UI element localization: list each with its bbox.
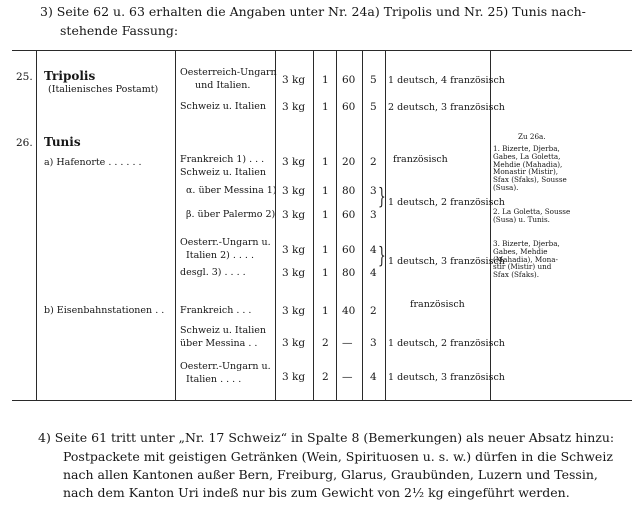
remark-1 (493, 145, 567, 192)
col-b-cell: 80 (342, 185, 356, 197)
intro-line-1: 3) Seite 62 u. 63 erhalten die Angaben unter Nr. 24a) Tripolis und Nr. 25) Tunis nach- (40, 4, 586, 19)
weight-cell: 3 kg (282, 244, 306, 256)
route-text: Oesterreich-Ungarn (180, 67, 277, 78)
footer-line-2: Postpackete mit geistigen Getränken (Wein, Spirituosen u. s. w.) dürfen in die Schweiz (63, 449, 613, 464)
col-c-cell: 3 (370, 337, 377, 349)
route-text: und Italien. (195, 80, 251, 91)
route-text: Oesterr.-Ungarn u. (180, 237, 271, 248)
intro-line-2: stehende Fassung: (60, 23, 179, 38)
footer-line-3: nach allen Kantonen außer Bern, Freiburg, Glarus, Graubünden, Luzern und Tessin, (63, 467, 598, 482)
remark-line: (Mahadia), Mona- (493, 254, 558, 264)
remark-line: 2. La Goletta, Sousse (493, 207, 571, 216)
spec-cell: 1 deutsch, 2 französisch (388, 338, 505, 349)
spec-cell: 1 deutsch, 3 französisch (388, 256, 505, 267)
col-c-cell: 4 (370, 267, 377, 279)
col-c-cell: 2 (370, 305, 377, 317)
footer-line-1: 4) Seite 61 tritt unter „Nr. 17 Schweiz“ in Spalte 8 (Bemerkungen) als neuer Absatz hinzu: (38, 430, 615, 445)
spec-cell: 1 deutsch, 4 französisch (388, 75, 505, 86)
table-bottom-rule (12, 400, 632, 401)
col-c-cell: 4 (370, 244, 377, 256)
weight-cell: 3 kg (282, 156, 306, 168)
col-a-cell: 1 (322, 267, 329, 279)
weight-cell: 3 kg (282, 371, 306, 383)
col-a-cell: 1 (322, 305, 329, 317)
remark-line: Gabes, La Goletta, (493, 151, 561, 161)
weight-cell: 3 kg (282, 267, 306, 279)
spec-cell: 1 deutsch, 2 französisch (388, 197, 505, 208)
remark-3 (493, 240, 560, 279)
col-a-cell: 2 (322, 371, 329, 383)
subsection-eisenbahn: b) Eisenbahnstationen . . (44, 305, 165, 316)
col-a-cell: 1 (322, 156, 329, 168)
col-b-cell: 60 (342, 101, 356, 113)
route-text: Italien . . . . (186, 374, 242, 385)
route-text: α. über Messina 1) (186, 185, 277, 196)
remark-line: Mehdie (Mahadia), (493, 159, 563, 169)
col-a-cell: 1 (322, 74, 329, 86)
route-text: Schweiz u. Italien (180, 325, 266, 336)
country-tripolis: Tripolis (44, 69, 96, 83)
col-c-cell: 3 (370, 185, 377, 197)
brace-mark: } (378, 185, 386, 210)
route-text: β. über Palermo 2) (186, 209, 276, 220)
weight-cell: 3 kg (282, 209, 306, 221)
footer-line-4: nach dem Kanton Uri indeß nur bis zum Gewicht von 2½ kg eingeführt werden. (63, 485, 570, 500)
col-rule-4 (313, 50, 314, 400)
col-a-cell: 1 (322, 209, 329, 221)
col-rule-5 (336, 50, 337, 400)
weight-cell: 3 kg (282, 305, 306, 317)
col-c-cell: 3 (370, 209, 377, 221)
col-b-cell: — (342, 337, 353, 349)
col-rule-1 (36, 50, 37, 400)
col-b-cell: 20 (342, 156, 356, 168)
country-tripolis-sub: (Italienisches Postamt) (48, 84, 159, 95)
remarks-heading: Zu 26a. (518, 132, 546, 141)
row-number-26: 26. (16, 137, 33, 149)
route-text: Italien 2) . . . . (186, 250, 254, 261)
col-b-cell: 80 (342, 267, 356, 279)
weight-cell: 3 kg (282, 185, 306, 197)
route-text: Schweiz u. Italien (180, 167, 266, 178)
remark-line: 3. Bizerte, Djerba, (493, 239, 560, 248)
col-b-cell: 60 (342, 74, 356, 86)
route-text: über Messina . . (180, 338, 258, 349)
col-rule-3 (275, 50, 276, 400)
route-text: Frankreich . . . (180, 305, 252, 316)
spec-cell: 2 deutsch, 3 französisch (388, 102, 505, 113)
col-b-cell: — (342, 371, 353, 383)
remark-line: Sfax (Sfaks). (493, 270, 540, 280)
weight-cell: 3 kg (282, 74, 306, 86)
col-a-cell: 1 (322, 244, 329, 256)
route-text: desgl. 3) . . . . (180, 267, 246, 278)
route-text: Schweiz u. Italien (180, 101, 266, 112)
col-rule-7 (385, 50, 386, 400)
route-text: Frankreich 1) . . . (180, 154, 265, 165)
col-c-cell: 5 (370, 101, 377, 113)
remark-line: Sfax (Sfaks), Sousse (493, 175, 567, 185)
col-a-cell: 1 (322, 185, 329, 197)
col-a-cell: 2 (322, 337, 329, 349)
remark-line: stir (Mistir) und (493, 262, 552, 272)
remark-line: (Susa) u. Tunis. (493, 214, 550, 224)
remark-line: Gabes, Mehdie (493, 246, 548, 256)
row-number-25: 25. (16, 71, 33, 83)
remark-line: Monastir (Mistir), (493, 167, 559, 177)
route-text: Oesterr.-Ungarn u. (180, 361, 271, 372)
col-c-cell: 4 (370, 371, 377, 383)
remark-line: 1. Bizerte, Djerba, (493, 144, 560, 153)
weight-cell: 3 kg (282, 101, 306, 113)
col-rule-2 (175, 50, 176, 400)
col-c-cell: 2 (370, 156, 377, 168)
remark-2 (493, 208, 570, 224)
spec-cell: französisch (410, 299, 465, 310)
col-c-cell: 5 (370, 74, 377, 86)
country-tunis: Tunis (44, 135, 81, 149)
col-b-cell: 60 (342, 244, 356, 256)
col-b-cell: 40 (342, 305, 356, 317)
col-b-cell: 60 (342, 209, 356, 221)
weight-cell: 3 kg (282, 337, 306, 349)
brace-mark: } (378, 244, 386, 269)
remark-line: (Susa). (493, 182, 519, 192)
subsection-hafenorte: a) Hafenorte . . . . . . (44, 157, 142, 168)
spec-cell: 1 deutsch, 3 französisch (388, 372, 505, 383)
spec-cell: französisch (393, 154, 448, 165)
col-rule-6 (362, 50, 363, 400)
col-a-cell: 1 (322, 101, 329, 113)
table-top-rule (12, 50, 632, 51)
